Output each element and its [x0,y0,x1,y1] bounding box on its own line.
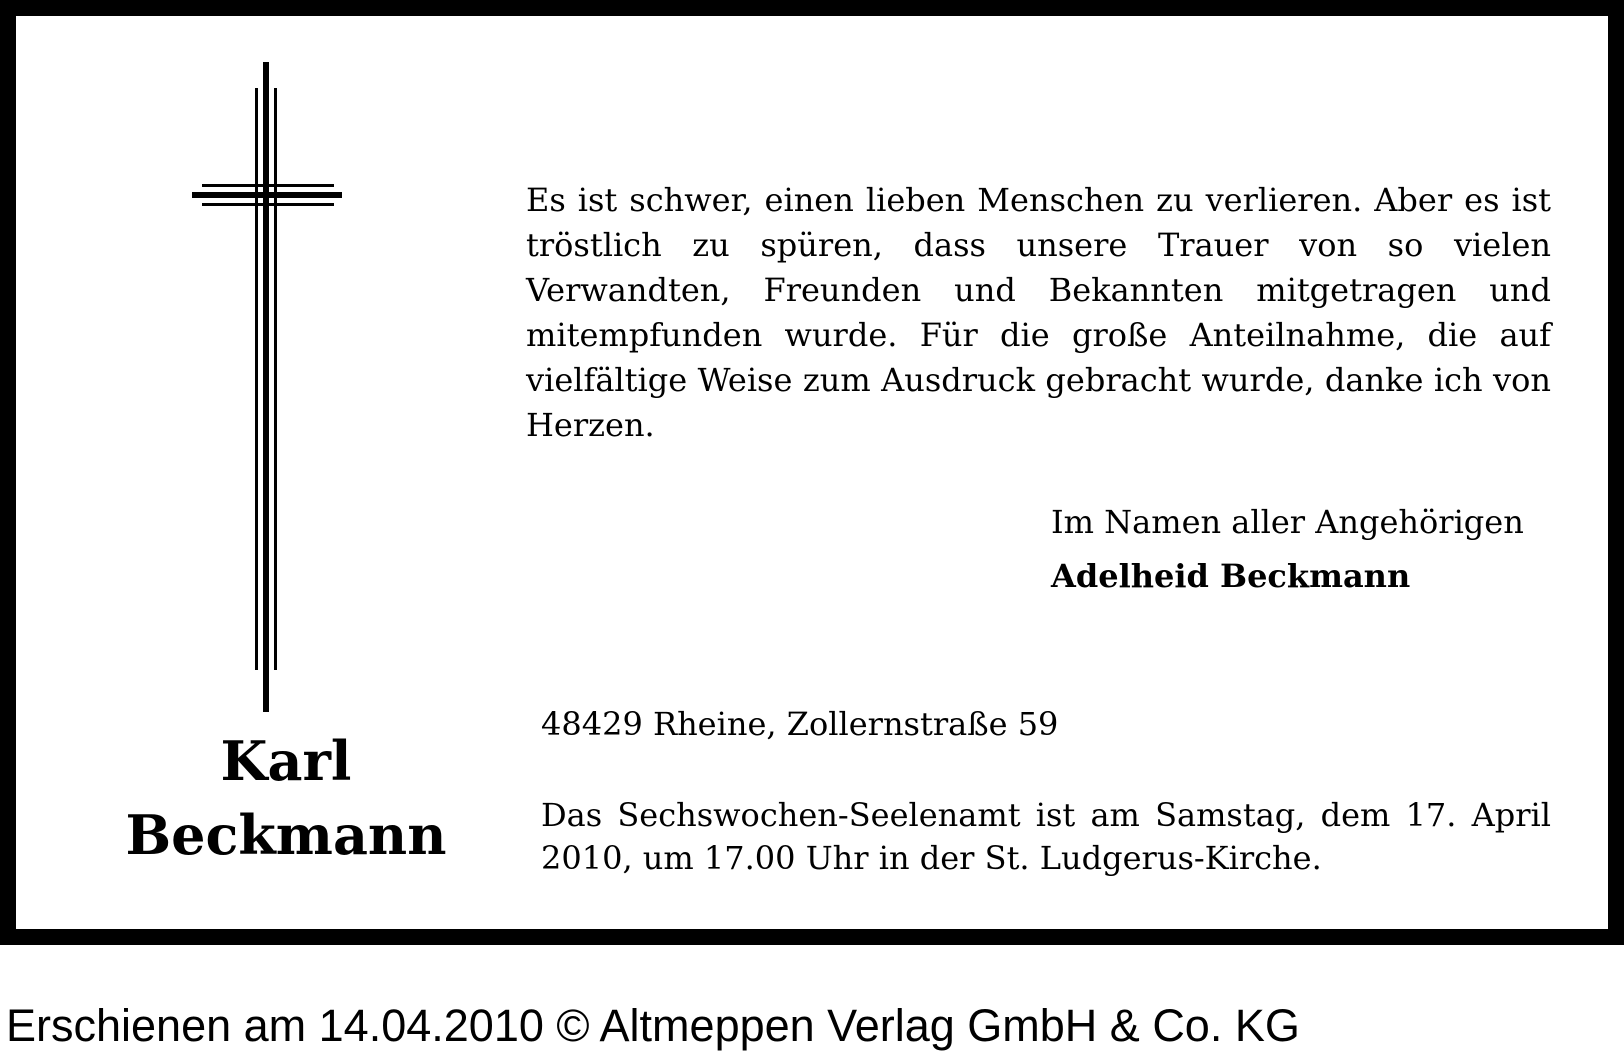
deceased-name [56,724,516,872]
signature-line: Im Namen aller Angehörigen [1051,503,1524,541]
signature-name: Adelheid Beckmann [1051,557,1411,595]
address: 48429 Rheine, Zollernstraße 59 [541,705,1059,743]
service-announcement: Das Sechswochen-Seelenamt ist am Samstag, dem 17. April 2010, um 17.00 Uhr in der St. Ludgerus-Kirche. [541,796,1551,877]
condolence-message: Es ist schwer, einen lieben Menschen zu verlieren. Aber es ist tröstlich zu spüren, dass unsere Trauer von so vielen Verwandten, Freunden und Bekannten mitgetragen und mitempfunden wurde. Für die große Anteilnahme, die auf vielfältige Weise zum Ausdruck gebracht wurde, danke ich von Herzen. [526,181,1551,444]
deceased-first-name: Karl [220,729,352,793]
deceased-last-name: Beckmann [125,803,447,867]
publication-footer: Erschienen am 14.04.2010 © Altmeppen Verlag GmbH & Co. KG [6,1000,1300,1051]
cross-icon [176,62,356,712]
